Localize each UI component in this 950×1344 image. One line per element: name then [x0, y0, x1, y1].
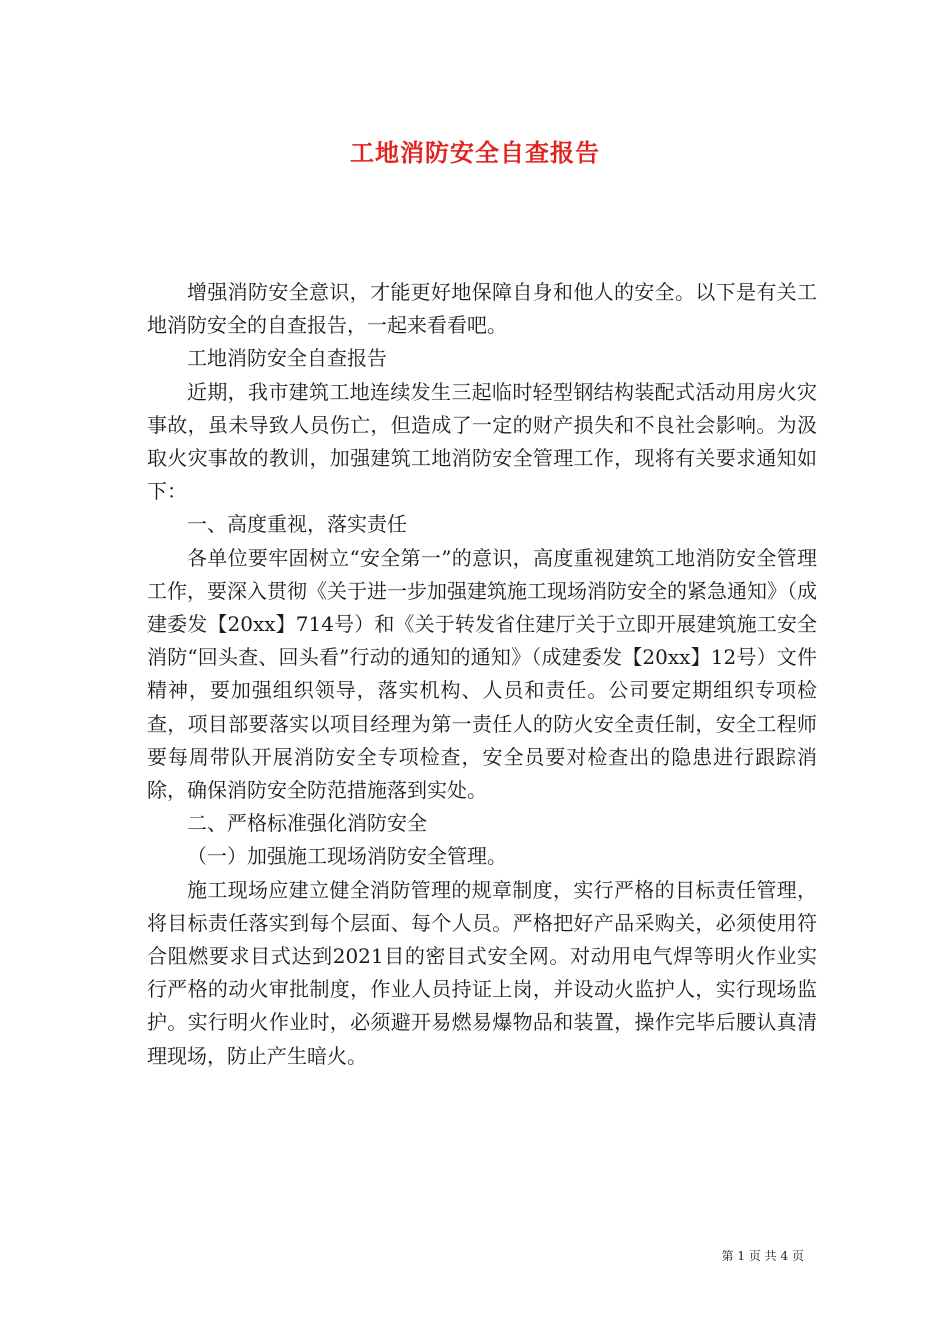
document-title: 工地消防安全自查报告: [350, 138, 600, 167]
subsection-1-paragraph: 施工现场应建立健全消防管理的规章制度，实行严格的目标责任管理，将目标责任落实到每个层面、每个人员。严格把好产品采购关，必须使用符合阻燃要求目式达到2021目的密目式安全网。对动用电气焊等明火作业实行严格的动火审批制度，作业人员持证上岗，并设动火监护人，实行现场监护。实行明火作业时，必须避开易燃易爆物品和装置，操作完毕后腰认真清理现场，防止产生暗火。: [147, 877, 817, 1068]
section-heading-1: 一、高度重视，落实责任: [187, 512, 407, 537]
section-heading-2: 二、严格标准强化消防安全: [187, 811, 427, 836]
page-prefix: 第: [721, 1249, 734, 1263]
page-suffix: 页: [791, 1249, 804, 1263]
page-middle: 页 共: [748, 1249, 777, 1263]
page-current: 1: [737, 1249, 746, 1263]
intro-paragraph: 增强消防安全意识，才能更好地保障自身和他人的安全。以下是有关工地消防安全的自查报告，一起来看看吧。: [147, 280, 817, 338]
page-number-footer: [722, 1247, 804, 1264]
background-paragraph: 近期，我市建筑工地连续发生三起临时轻型钢结构装配式活动用房火灾事故，虽未导致人员伤亡，但造成了一定的财产损失和不良社会影响。为汲取火灾事故的教训，加强建筑工地消防安全管理工作，现将有关要求通知如下：: [147, 379, 817, 504]
section-1-paragraph: 各单位要牢固树立“安全第一”的意识，高度重视建筑工地消防安全管理工作，要深入贯彻《关于进一步加强建筑施工现场消防安全的紧急通知》（成建委发【20xx】714号）和《关于转发省住建厅关于立即开展建筑施工安全消防“回头查、回头看”行动的通知的通知》（成建委发【20xx】12号）文件精神，要加强组织领导，落实机构、人员和责任。公司要定期组织专项检查，项目部要落实以项目经理为第一责任人的防火安全责任制，安全工程师要每周带队开展消防安全专项检查，安全员要对检查出的隐患进行跟踪消除，确保消防安全防范措施落到实处。: [147, 545, 817, 803]
subtitle-paragraph: 工地消防安全自查报告: [187, 346, 387, 371]
document-body: [147, 276, 817, 1073]
page-total: 4: [780, 1249, 789, 1263]
subsection-heading-1: （一）加强施工现场消防安全管理。: [187, 844, 507, 869]
